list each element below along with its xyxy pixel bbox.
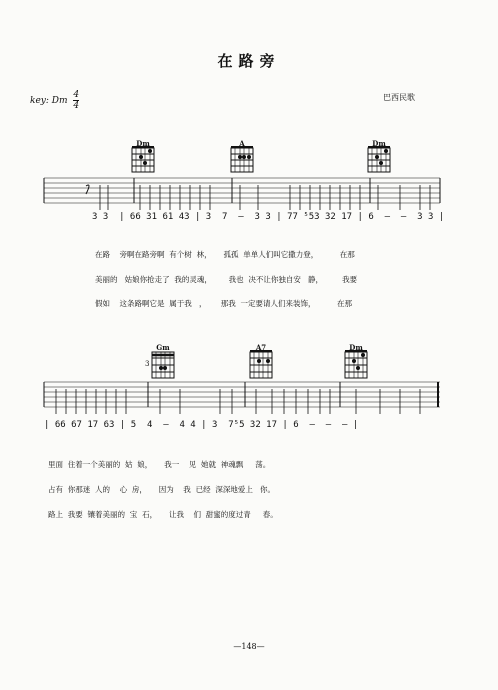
- lyric-1-verse-1: 在路 旁啊在路旁啊 有个树 林， 孤孤 单单人们叫它撒力登， 在那: [95, 250, 355, 259]
- chord-diagram-a: [231, 147, 253, 172]
- jianpu-line-2: | 66 67 17 63 | 5 4 — 4 4 | 3 7⁵5 32 17 | 6 — — — |: [44, 420, 359, 430]
- song-origin: 巴西民歌: [383, 93, 415, 102]
- lyric-2-verse-3: 路上 我要 镶着美丽的 宝 石， 让我 们 甜蜜的度过青 春。: [48, 510, 278, 519]
- chord-name-3: Dm: [372, 139, 386, 148]
- lyric-2-verse-2: 占有 你那迷 人的 心 房， 因为 我 已经 深深地爱上 你。: [48, 485, 275, 494]
- chord-name-2: A: [239, 139, 245, 148]
- chord-diagram-dm-1: [132, 147, 154, 172]
- song-title: 在路旁: [217, 52, 281, 70]
- tab-staff-2: [44, 382, 440, 407]
- chord-diagram-a7: [250, 351, 272, 378]
- page-number: —148—: [233, 642, 265, 651]
- chord-diagram-dm-2: [368, 147, 390, 172]
- lyric-2-verse-1: 里面 住着一个美丽的 姑 娘， 我一 见 她就 神魂飘 荡。: [48, 460, 271, 469]
- tab-staff-1: [44, 178, 440, 203]
- chord-name-4: Gm: [156, 343, 170, 352]
- chord-name-5: A7: [255, 343, 267, 352]
- chord-diagram-dm-3: [345, 351, 367, 378]
- chord-diagram-gm: [152, 352, 174, 378]
- fret-marker: 3: [145, 360, 150, 368]
- tab-note-stems-2: [56, 389, 420, 414]
- chord-name-1: Dm: [136, 139, 150, 148]
- lyric-1-verse-2: 美丽的 姑娘你抢走了 我的灵魂， 我也 决不让你独自安 静， 我要: [95, 275, 358, 284]
- tab-note-stems-1: [100, 185, 430, 210]
- jianpu-line-1: 3 3 | 66 31 61 43 | 3 7 — 3 3 | 77 ⁵53 32 17 | 6 — — 3 3 |: [92, 212, 445, 222]
- lyric-1-verse-3: 假如 这条路啊它是 属于我 ， 那我 一定要请人们来装饰， 在那: [95, 299, 352, 308]
- time-top: 4: [73, 90, 80, 100]
- key-label: key: Dm: [30, 96, 68, 106]
- chord-name-6: Dm: [349, 343, 363, 352]
- time-bottom: 4: [73, 101, 80, 111]
